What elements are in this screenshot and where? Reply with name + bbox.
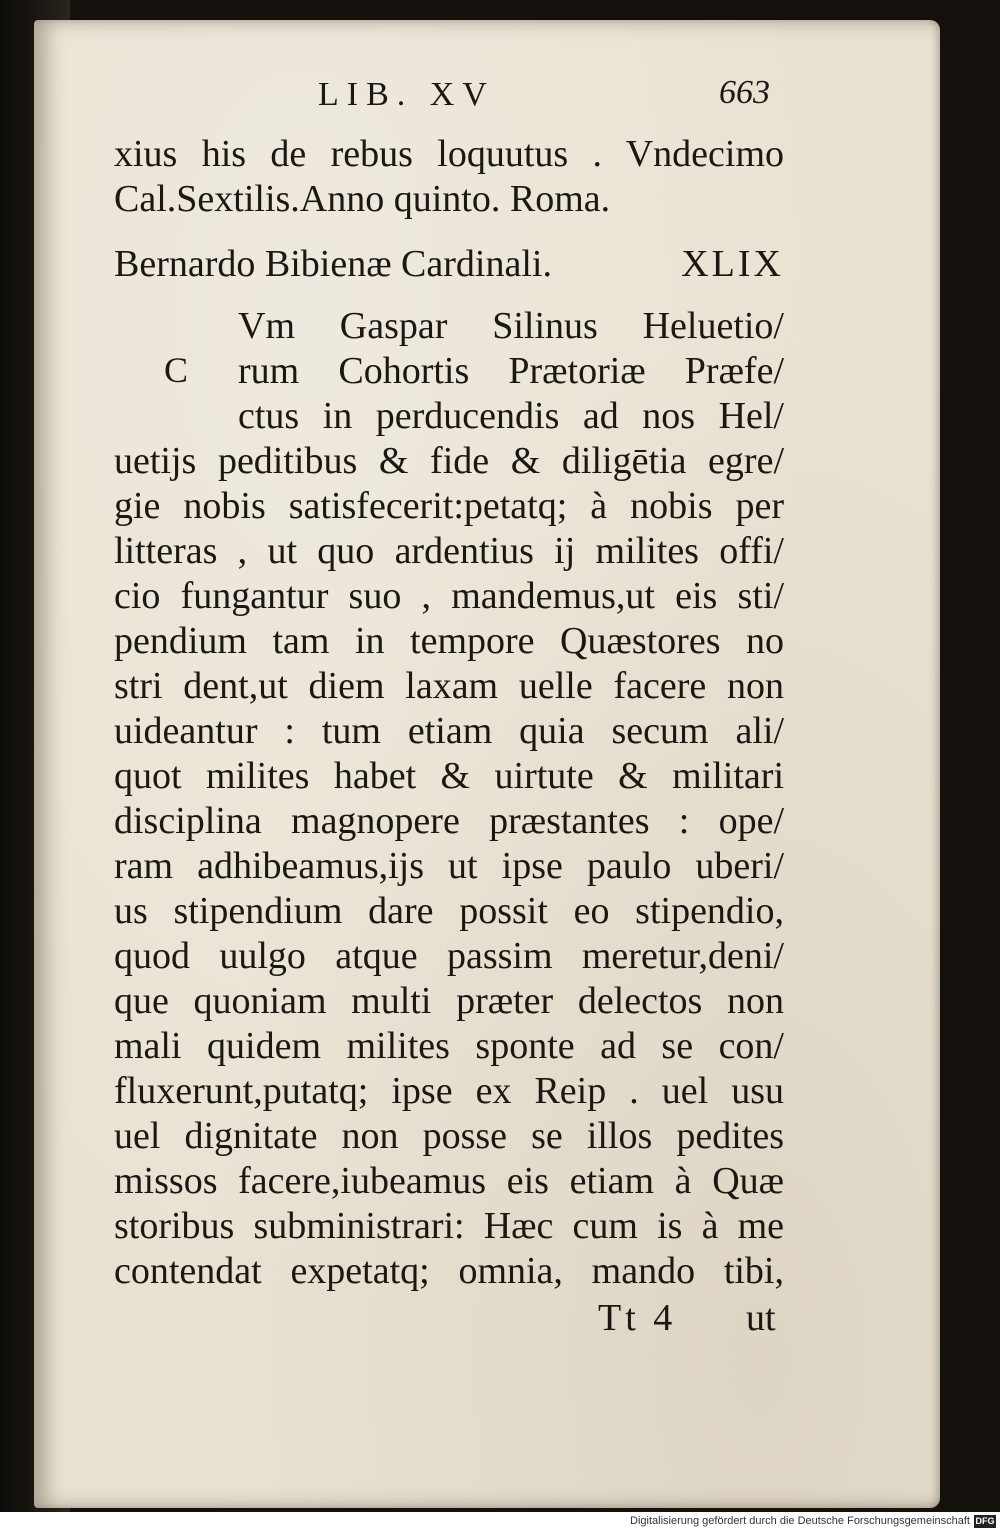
text-line: Vm Gaspar Silinus Heluetio/ (238, 305, 784, 347)
text-line: us stipendium dare possit eo stipendio, (114, 890, 784, 932)
signature-mark: Tt 4 (598, 1297, 677, 1339)
text-line: fluxerunt,putatq; ipse ex Reip . uel usu (114, 1070, 784, 1112)
text-line: uel dignitate non posse se illos pedites (114, 1115, 784, 1157)
page-number: 663 (719, 74, 770, 111)
text-line: uideantur : tum etiam quia secum ali/ (114, 710, 784, 752)
text-line: mali quidem milites sponte ad se con/ (114, 1025, 784, 1067)
text-line: pendium tam in tempore Quæstores no (114, 620, 784, 662)
text-line: que quoniam multi præter delectos non (114, 980, 784, 1022)
text-line: quod uulgo atque passim meretur,deni/ (114, 935, 784, 977)
opening-paragraph (114, 304, 784, 439)
book-number: LIB. XV (318, 76, 495, 113)
text-line: missos facere,iubeamus eis etiam à Quæ (114, 1160, 784, 1202)
catchword-line (114, 1294, 784, 1342)
text-line: uetijs peditibus & fide & diligētia egre/ (114, 440, 784, 482)
letter-addressee: Bernardo Bibienæ Cardinali. (114, 243, 552, 285)
text-line: litteras , ut quo ardentius ij milites offi/ (114, 530, 784, 572)
text-block (114, 132, 784, 1342)
digitization-footer (0, 1512, 1000, 1532)
text-line: ctus in perducendis ad nos Hel/ (238, 395, 784, 437)
text-line: Cal.Sextilis.Anno quinto. Roma. (114, 178, 611, 220)
text-line: disciplina magnopere præstantes : ope/ (114, 800, 784, 842)
text-line: cio fungantur suo , mandemus,ut eis sti/ (114, 575, 784, 617)
text-line: contendat expetatq; omnia, mando tibi, (114, 1250, 784, 1292)
text-line: stri dent,ut diem laxam uelle facere non (114, 665, 784, 707)
text-line: gie nobis satisfecerit:petatq; à nobis per (114, 485, 784, 527)
text-line: storibus subministrari: Hæc cum is à me (114, 1205, 784, 1247)
dfg-logo: DFG (975, 1516, 995, 1526)
running-head (284, 72, 784, 124)
text-line: quot milites habet & uirtute & militari (114, 755, 784, 797)
drop-cap: C (164, 350, 189, 390)
text-line: ram adhibeamus,ijs ut ipse paulo uberi/ (114, 845, 784, 887)
letter-number: XLIX (681, 243, 784, 285)
footer-credit: Digitalisierung gefördert durch die Deutsche Forschungsgemeinschaft (630, 1515, 970, 1527)
text-line: rum Cohortis Prætoriæ Præfe/ (238, 350, 784, 392)
letter-heading (114, 240, 784, 288)
catchword: ut (746, 1297, 776, 1339)
text-line: xius his de rebus loquutus . Vndecimo (114, 133, 784, 175)
book-page (34, 20, 940, 1508)
